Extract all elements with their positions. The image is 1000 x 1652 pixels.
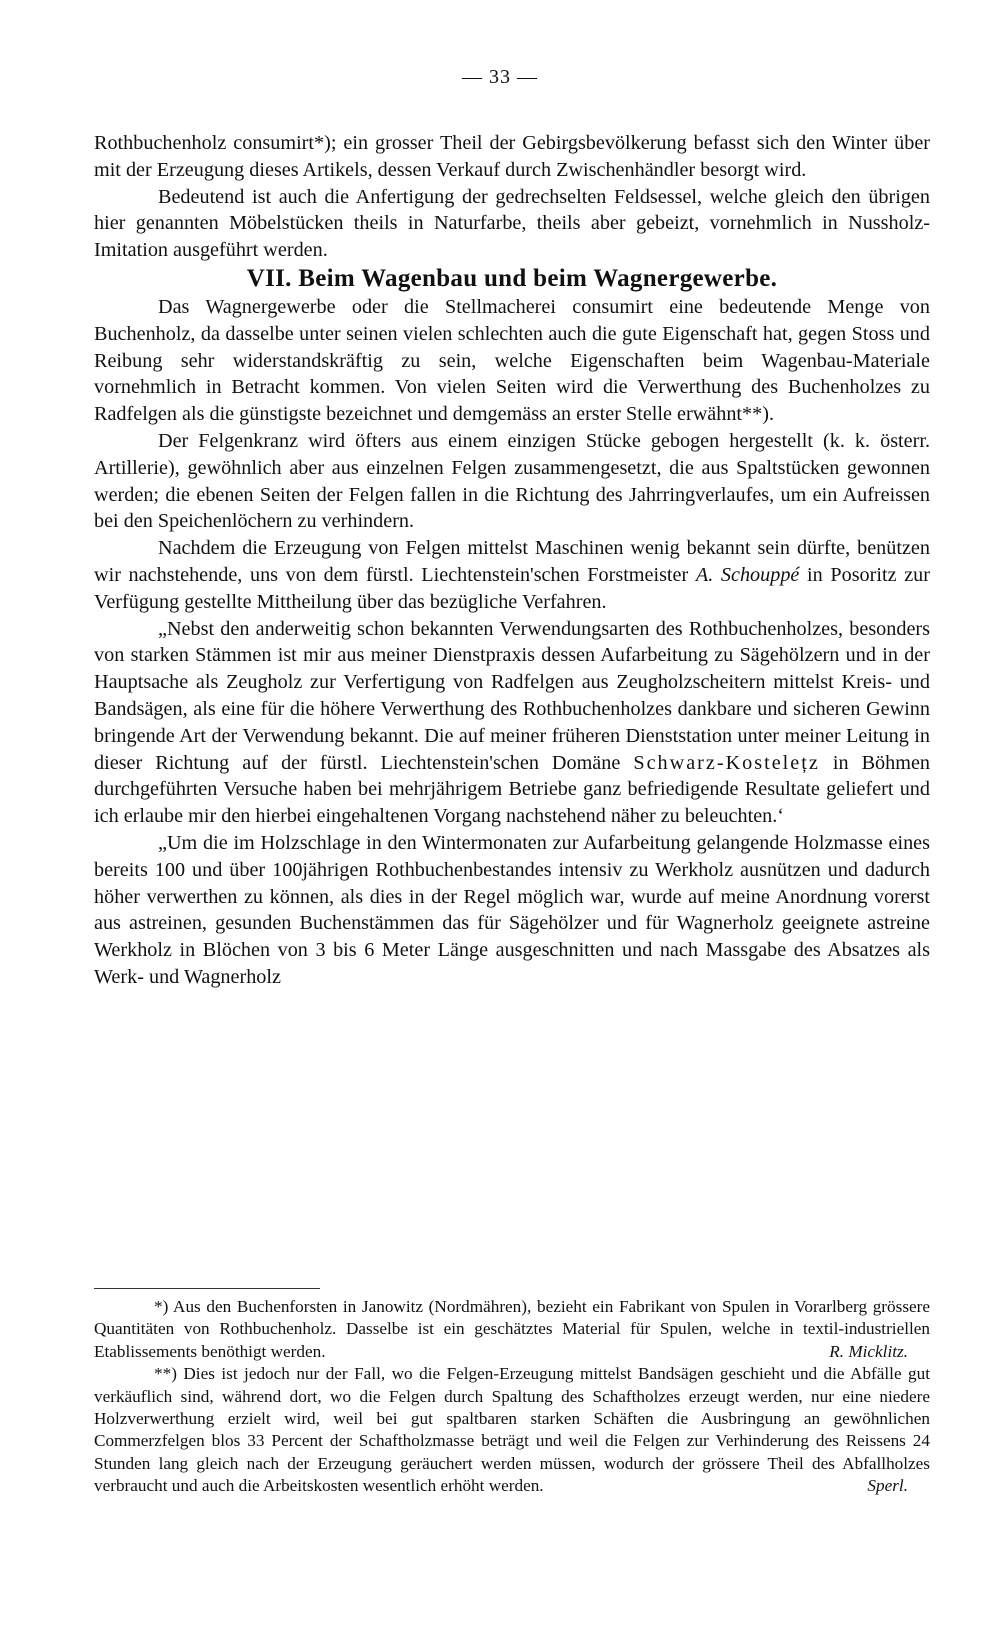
domain-name: Schwarz-Kostelețz	[633, 751, 820, 774]
paragraph-quote-second: „Um die im Holzschlage in den Wintermonaten zur Aufarbeitung gelangende Holzmasse eines bereits 100 und über 100jährigen Rothbuchenbestandes intensiv zu Werkholz ausnützen und dadurch höher verwerthen zu können, als dies in der Regel möglich war, wurde auf meine Anordnung vorerst aus astreinen, gesunden Buchenstämmen das für Sägehölzer und für Wagnerholz geeignete astreine Werkholz in Blöchen von 3 bis 6 Meter Länge ausgeschnitten und nach Massgabe des Absatzes als Werk- und Wagnerholz	[94, 831, 930, 988]
paragraph-schouppe-text: Nachdem die Erzeugung von Felgen mittelst Maschinen wenig bekannt sein dürfte, benützen wir nachstehende, uns von dem fürstl. Liechtenstein'schen Forstmeister	[94, 537, 930, 586]
page-number: — 33 —	[462, 66, 538, 88]
footnote-1	[94, 1296, 930, 1363]
paragraph-schouppe	[94, 535, 930, 615]
quote-first-text: „Nebst den anderweitig schon bekannten Verwendungsarten des Rothbuchenholzes, besonders von starken Stämmen ist mir aus meiner Dienstpraxis dessen Aufarbeitung zu Sägehölzern und in der Hauptsache als Zeugholz zur Verfertigung von Radfelgen aus Zeugholzscheitern mittelst Kreis- und Bandsägen, als eine für die höhere Verwerthung des Rothbuchenholzes dankbare und sicheren Gewinn bringende Art der Verwendung bekannt. Die auf meiner früheren Dienststation unter meiner Leitung in dieser Richtung auf der fürstl. Liechtenstein'schen Domäne	[94, 617, 930, 774]
paragraph-quote-first	[94, 616, 930, 830]
paragraph-feldsessel: Bedeutend ist auch die Anfertigung der gedrechselten Feldsessel, welche gleich den übrigen hier genannten Möbelstücken theils in Naturfarbe, theils aber gebeizt, vornehmlich in Nussholz-Imitation ausgeführt werden.	[94, 185, 930, 262]
footnote-2-signature: Sperl.	[867, 1476, 908, 1496]
forstmeister-name: A. Schouppé	[695, 563, 800, 586]
footnote-1-text: *) Aus den Buchenforsten in Janowitz (Nordmähren), bezieht ein Fabrikant von Spulen in Vorarlberg grössere Quantitäten von Rothbuchenholz. Dasselbe ist ein geschätztes Material für Spulen, welche in textil-industriellen Etablissements benöthigt werden.	[94, 1297, 930, 1361]
footnote-2-text: **) Dies ist jedoch nur der Fall, wo die Felgen-Erzeugung mittelst Bandsägen geschieht und die Abfälle gut verkäuflich sind, während dort, wo die Felgen durch Spaltung des Schaftholzes erzeugt werden, nur eine niedere Holzverwerthung erzielt wird, weil bei gut spaltbaren starken Schäften die Ausbringung an gewöhnlichen Commerzfelgen blos 33 Percent der Schaftholzmasse beträgt und weil die Felgen zur Verhinderung des Reissens 24 Stunden lang gleich nach der Erzeugung geräuchert werden müssen, wodurch der grössere Theil des Abfallholzes verbraucht und auch die Arbeitskosten wesentlich erhöht werden.	[94, 1364, 930, 1496]
footnotes	[94, 1296, 930, 1498]
footnote-1-signature: R. Micklitz.	[829, 1341, 908, 1361]
paragraph-schouppe-text-end: in Posoritz zur Verfügung gestellte Mittheilung über das bezügliche Verfahren.	[94, 563, 930, 613]
quote-first-text-end: in Böhmen durchgeführten Versuche haben bei mehrjährigem Betriebe ganz befriedigende Resultate geliefert und ich erlaube mir den hierbei eingehaltenen Vorgang nachstehend näher zu beleuchten.‘	[94, 751, 930, 828]
footnote-divider	[94, 1288, 320, 1289]
footnote-2	[94, 1363, 930, 1497]
paragraph-wagnergewerbe: Das Wagnergewerbe oder die Stellmacherei consumirt eine bedeutende Menge von Buchenholz, da dasselbe unter seinen vielen schlechten auch die gute Eigenschaft hat, gegen Stoss und Reibung sehr widerstandskräftig zu sein, welche Eigenschaften beim Wagenbau-Materiale vornehmlich in Betracht kommen. Von vielen Seiten wird die Verwerthung des Buchenholzes zu Radfelgen als die günstigste bezeichnet und demgemäss an erster Stelle erwähnt**).	[94, 295, 930, 426]
section-heading: VII. Beim Wagenbau und beim Wagnergewerbe.	[246, 264, 778, 292]
paragraph-felgenkranz: Der Felgenkranz wird öfters aus einem einzigen Stücke gebogen hergestellt (k. k. österr. Artillerie), gewöhnlich aber aus einzelnen Felgen zusammengesetzt, die aus Spaltstücken gewonnen werden; die ebenen Seiten der Felgen fallen in die Richtung des Jahrringverlaufes, um ein Aufreissen bei den Speichenlöchern zu verhindern.	[94, 429, 930, 533]
paragraph-continued: Rothbuchenholz consumirt*); ein grosser Theil der Gebirgsbevölkerung befasst sich den Winter über mit der Erzeugung dieses Artikels, dessen Verkauf durch Zwischenhändler besorgt wird.	[94, 132, 930, 181]
main-text	[94, 130, 930, 991]
